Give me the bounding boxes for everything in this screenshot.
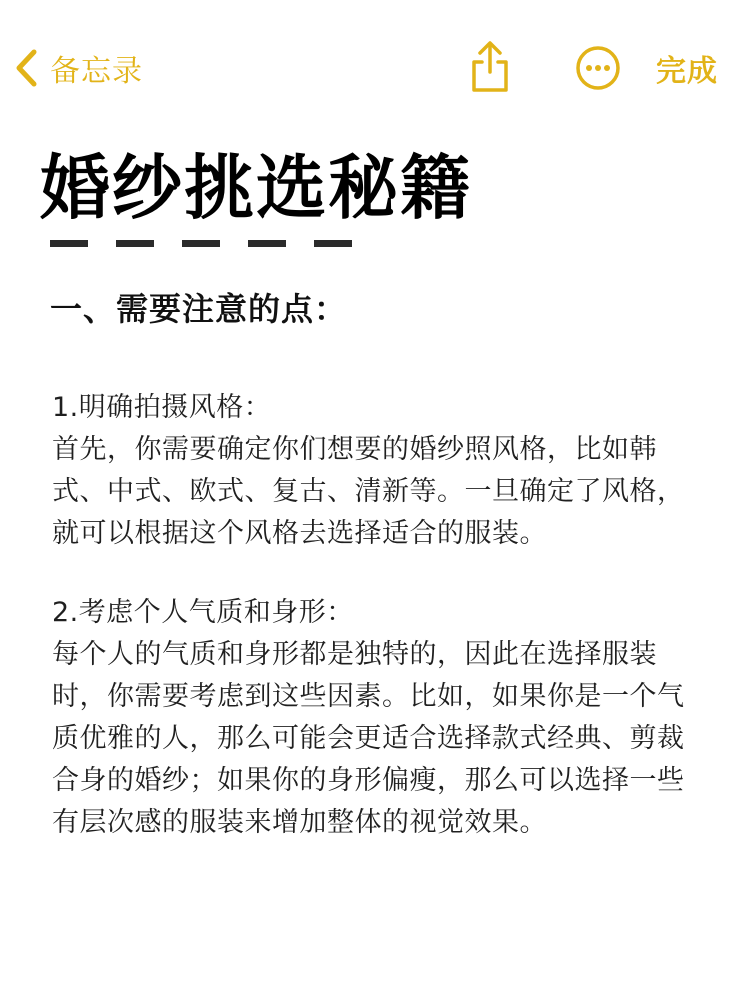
divider-dash [116,240,154,247]
divider [50,240,380,247]
item-line: 质优雅的人，那么可能会更适合选择款式经典、剪裁 [52,723,685,754]
more-icon [574,44,622,92]
item-line: 就可以根据这个风格去选择适合的服装。 [52,518,547,549]
item-line: 式、中式、欧式、复古、清新等。一旦确定了风格， [52,476,685,507]
item-line: 每个人的气质和身形都是独特的，因此在选择服装 [52,639,657,670]
divider-dash [50,240,88,247]
item-line: 有层次感的服装来增加整体的视觉效果。 [52,807,547,838]
navigation-bar [0,0,750,140]
note-item-figure [52,592,712,844]
item-heading: 1.明确拍摄风格： [52,392,272,423]
share-button[interactable] [468,40,512,94]
more-button[interactable] [574,44,622,92]
divider-dash [182,240,220,247]
back-label: 备忘录 [50,54,143,89]
item-line: 时，你需要考虑到这些因素。比如，如果你是一个气 [52,681,685,712]
back-button[interactable] [14,44,143,92]
divider-dash [314,240,352,247]
note-title: 婚纱挑选秘籍 [40,147,472,229]
section-heading: 一、需要注意的点： [50,290,348,328]
item-line: 首先，你需要确定你们想要的婚纱照风格，比如韩 [52,434,657,465]
chevron-left-icon [14,48,38,88]
done-button[interactable]: 完成 [656,54,718,89]
share-icon [468,40,512,94]
divider-dash [248,240,286,247]
item-heading: 2.考虑个人气质和身形： [52,597,354,628]
note-item-style [52,387,712,555]
item-line: 合身的婚纱；如果你的身形偏瘦，那么可以选择一些 [52,765,685,796]
